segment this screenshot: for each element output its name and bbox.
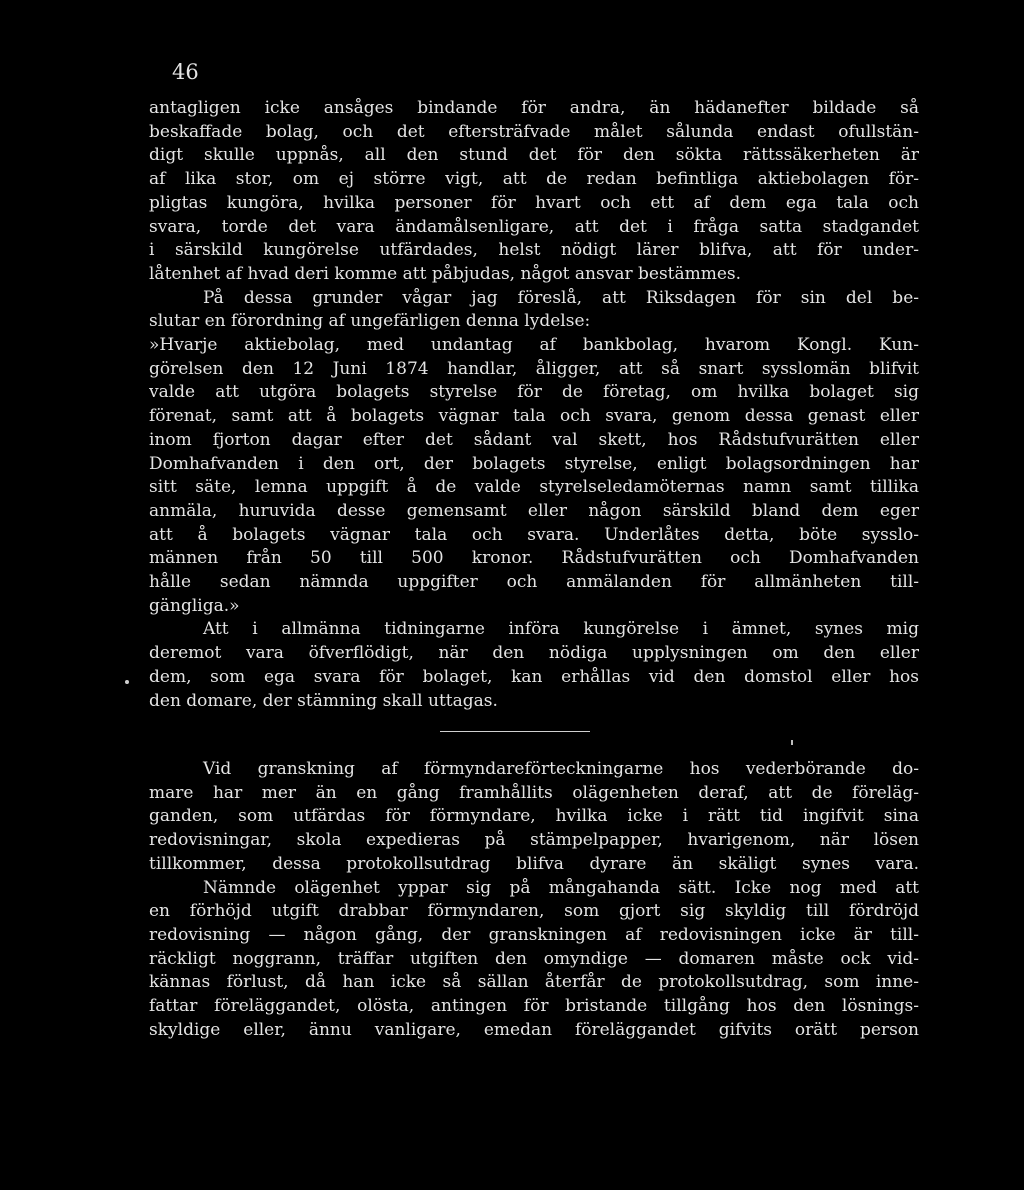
margin-dot (125, 680, 129, 684)
text-line: hålle sedan nämnda uppgifter och anmälanden för allmänheten till- (149, 572, 919, 593)
text-line: görelsen den 12 Juni 1874 handlar, åligger, att så snart sysslomän blifvit (149, 358, 919, 379)
text-line: förenat, samt att å bolagets vägnar tala och svara, genom dessa genast eller (149, 406, 919, 427)
text-line: att å bolagets vägnar tala och svara. Underlåtes detta, böte sysslo- (149, 524, 919, 545)
text-line: deremot vara öfverflödigt, när den nödiga upplysningen om den eller (149, 643, 919, 664)
text-line: den domare, der stämning skall uttagas. (149, 690, 498, 711)
text-line: gängliga.» (149, 595, 240, 616)
text-line: af lika stor, om ej större vigt, att de redan befintliga aktiebolagen för- (149, 169, 919, 190)
text-line: Att i allmänna tidningarne införa kungörelse i ämnet, synes mig (203, 619, 919, 640)
text-line: räckligt noggrann, träffar utgiften den omyndige — domaren måste ock vid- (149, 948, 919, 969)
text-line: antagligen icke ansåges bindande för andra, än hädanefter bildade så (149, 98, 919, 118)
text-line: Domhafvanden i den ort, der bolagets styrelse, enligt bolagsordningen har (149, 453, 919, 474)
text-line: en förhöjd utgift drabbar förmyndaren, som gjort sig skyldig till fördröjd (149, 901, 919, 922)
text-line: anmäla, huruvida desse gemensamt eller någon särskild bland dem eger (149, 500, 919, 521)
text-line: dem, som ega svara för bolaget, kan erhållas vid den domstol eller hos (149, 666, 919, 687)
text-line: inom fjorton dagar efter det sådant val skett, hos Rådstufvurätten eller (149, 429, 919, 450)
text-line: ganden, som utfärdas för förmyndare, hvilka icke i rätt tid ingifvit sina (149, 806, 919, 827)
margin-tick (791, 740, 793, 745)
text-line: beskaffade bolag, och det eftersträfvade målet sålunda endast ofullstän- (149, 121, 919, 142)
text-block-second (149, 758, 919, 1042)
text-line: redovisning — någon gång, der granskningen af redovisningen icke är till- (149, 924, 919, 945)
text-line: männen från 50 till 500 kronor. Rådstufvurätten och Domhafvanden (149, 548, 919, 569)
text-line: pligtas kungöra, hvilka personer för hvart och ett af dem ega tala och (149, 192, 919, 213)
text-line: låtenhet af hvad deri komme att påbjudas, något ansvar bestämmes. (149, 263, 742, 284)
text-line: mare har mer än en gång framhållits olägenheten deraf, att de föreläg- (149, 782, 919, 803)
text-line: På dessa grunder vågar jag föreslå, att Riksdagen för sin del be- (203, 287, 919, 308)
section-separator (440, 731, 590, 732)
text-line: »Hvarje aktiebolag, med undantag af bankbolag, hvarom Kongl. Kun- (149, 335, 919, 356)
text-line: skyldige eller, ännu vanligare, emedan föreläggandet gifvits orätt person (149, 1019, 919, 1040)
page-number: 46 (172, 60, 199, 84)
text-line: digt skulle uppnås, all den stund det för den sökta rättssäkerheten är (149, 145, 919, 166)
text-line: redovisningar, skola expedieras på stämpelpapper, hvarigenom, när lösen (149, 830, 919, 851)
text-line: slutar en förordning af ungefärligen denna lydelse: (149, 311, 591, 332)
text-line: i särskild kungörelse utfärdades, helst nödigt lärer blifva, att för under- (149, 240, 919, 261)
text-line: svara, torde det vara ändamålsenligare, att det i fråga satta stadgandet (149, 216, 919, 237)
text-line: valde att utgöra bolagets styrelse för de företag, om hvilka bolaget sig (149, 382, 919, 403)
text-line: fattar föreläggandet, olösta, antingen för bristande tillgång hos den lösnings- (149, 996, 919, 1017)
text-line: tillkommer, dessa protokollsutdrag blifva dyrare än skäligt synes vara. (149, 853, 919, 874)
text-block-main (149, 97, 919, 713)
text-line: kännas förlust, då han icke så sällan återfår de protokollsutdrag, som inne- (149, 972, 919, 993)
text-line: Nämnde olägenhet yppar sig på mångahanda sätt. Icke nog med att (203, 877, 919, 898)
text-line: sitt säte, lemna uppgift å de valde styrelseledamöternas namn samt tillika (149, 477, 919, 498)
text-line: Vid granskning af förmyndareförteckningarne hos vederbörande do- (203, 759, 919, 779)
